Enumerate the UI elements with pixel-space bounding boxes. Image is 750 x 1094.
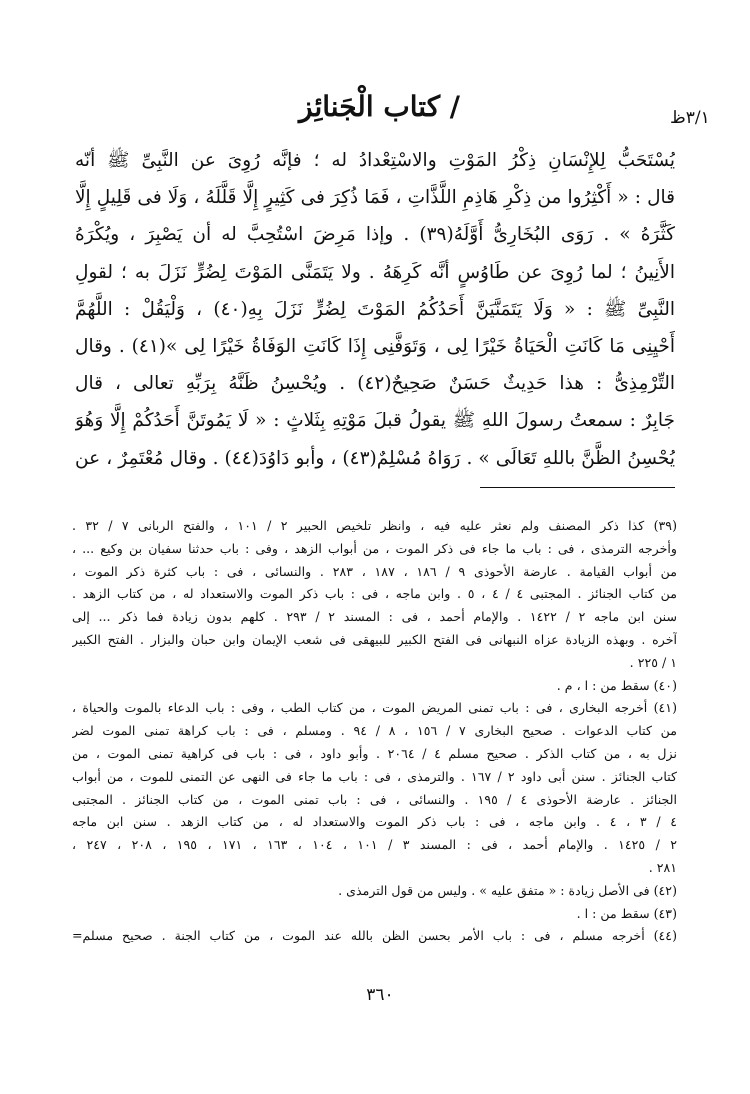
footnote-line: من أبواب القيامة . عارضة الأحوذى ٩ / ١٨٦ ، ١٨٧ ، ٢٨٣ . والنسائى ، فى : باب كثرة ذكر الموت ، [72, 563, 677, 579]
footnote-line: ١ / ٢٢٥ . [629, 654, 677, 670]
footnote-line: (٤١) أخرجه البخارى ، فى : باب تمنى المريض الموت ، من كتاب الطب ، وفى : باب الدعاء بالموت والحياة ، [72, 700, 677, 716]
main-text-block [75, 142, 675, 477]
footnote-line: نزل به ، من كتاب الذكر . صحيح مسلم ٤ / ٢٠٦٤ . وأبو داود ، فى : باب فى كراهية تمنى الموت ، من [72, 745, 677, 761]
footnote-line: من كتاب الجنائز . المجتبى ٤ / ٤ ، ٥ . وابن ماجه ، فى : باب ذكر الموت والاستعداد له ، من كتاب الزهد . [72, 586, 677, 602]
main-text-line: جَابِرٌ : سمعتُ رسولَ اللهِ ﷺ يقولُ قبلَ مَوْتِهِ بِثَلاثٍ : « لَا يَمُوتَنَّ أَحَدُكُمْ إِلَّا وَهُوَ [75, 410, 675, 432]
footnote-line: (٤٢) فى الأصل زيادة : « متفق عليه » . وليس من قول الترمذى . [338, 882, 677, 898]
footnote-line: (٤٠) سقط من : ا ، م . [556, 677, 677, 693]
footnote-line: من كتاب الدعوات . صحيح البخارى ٧ / ١٥٦ ، ٨ / ٩٤ . ومسلم ، فى : باب كراهة تمنى الموت لضر [72, 723, 677, 739]
footnote-line: (٣٩) كذا ذكر المصنف ولم نعثر عليه فيه ، وانظر تلخيص الحبير ٢ / ١٠١ ، والفتح الربانى ٧ / ٣٢ . [72, 518, 677, 533]
main-text-line: قال : « أَكْثِرُوا من ذِكْرِ هَاذِمِ اللَّذَّاتِ ، فَمَا ذُكِرَ فى كَثِيرٍ إِلَّا قَلَّلَهُ ، وَلَا فى قَلِيلٍ إِلَّا [75, 187, 675, 209]
footnote-line: كتاب الجنائز . سنن أبى داود ٢ / ١٦٧ . والترمذى ، فى : باب ما جاء فى النهى عن التمنى للموت ، من أبواب [72, 768, 677, 784]
footnote-line: (٤٤) أخرجه مسلم ، فى : باب الأمر بحسن الظن بالله عند الموت ، من كتاب الجنة . صحيح مسلم= [72, 928, 677, 944]
footnote-line: ٢٨١ . [648, 859, 677, 875]
main-text-line: الأَنِينُ ؛ لما رُوِىَ عن طَاوُسٍ أنَّه كَرِهَهُ . ولا يَتَمَنَّى المَوْتَ لِضُرٍّ نَزَلَ به ؛ لقولِ [75, 261, 675, 283]
footnotes-block [72, 515, 677, 948]
main-text-line: يُحْسِنُ الظَّنَّ باللهِ تَعَالَى » . رَوَاهُ مُسْلِمٌ(٤٣) ، وأبو دَاوُدَ(٤٤) . وقال مُعْتَمِرٌ ، عن [75, 447, 675, 469]
chapter-title: / كتاب الْجَنائِز [299, 90, 460, 123]
main-text-line: النَّبِىِّ ﷺ : « وَلَا يَتَمَنَّيَنَّ أَحَدُكُمُ المَوْتَ لِضُرٍّ نَزَلَ بِهِ(٤٠) ، وَلْيَقُلْ : اللَّهُمَّ [75, 298, 675, 320]
main-text-line: كَثَّرَهُ » . رَوَى البُخَارِىُّ أَوَّلَهُ(٣٩) . وإذا مَرِضَ اسْتُحِبَّ له أن يَصْبِرَ ، ويُكْرَهُ [75, 224, 675, 246]
page-number: ٣٦٠ [366, 985, 394, 1005]
main-text-line: التِّرْمِذِىُّ : هذا حَدِيثٌ حَسَنٌ صَحِيحٌ(٤٢) . ويُحْسِنُ ظَنَّهُ بِرَبِّهِ تعالى ، قال [75, 373, 675, 395]
footnote-separator [480, 487, 675, 488]
footnote-line: وأخرجه الترمذى ، فى : باب ما جاء فى ذكر الموت ، من أبواب الزهد ، وفى : باب حدثنا سفيان بن وكيع ... ، [72, 540, 677, 556]
footnote-line: آخره . وبهذه الزيادة عزاه النبهانى فى الفتح الكبير للبيهقى فى شعب الإيمان وابن حبان والبزار . الفتح الكبير [72, 631, 677, 647]
footnote-line: ٤ / ٣ ، ٤ . وابن ماجه ، فى : باب ذكر الموت والاستعداد له ، من كتاب الزهد . سنن ابن ماجه [72, 814, 677, 830]
footnote-line: ٢ / ١٤٢٥ . والإمام أحمد ، فى : المسند ٣ / ١٠١ ، ١٠٤ ، ١٦٣ ، ١٧١ ، ١٩٥ ، ٢٠٨ ، ٢٤٧ ، [72, 837, 677, 853]
footnote-line: (٤٣) سقط من : ا . [576, 905, 677, 921]
folio-marker: ٣/١ظ [670, 108, 710, 128]
main-text-line: يُسْتَحَبُّ لِلإِنْسَانِ ذِكْرُ المَوْتِ والاسْتِعْدادُ له ؛ فإنَّه رُوِىَ عن النَّبِىِّ ﷺ أنّه [75, 150, 675, 171]
footnote-line: سنن ابن ماجه ٢ / ١٤٢٢ . والإمام أحمد ، فى : المسند ٢ / ٢٩٣ . كلهم بدون زيادة فما ذكر ... إلى [72, 609, 677, 625]
main-text-line: أَحْيِنِى مَا كَانَتِ الْحَيَاةُ خَيْرًا لِى ، وَتَوَفَّنِى إِذَا كَانَتِ الوَفَاةُ خَيْرًا لِى »(٤١) . وقال [75, 335, 675, 357]
footnote-line: الجنائز . عارضة الأحوذى ٤ / ١٩٥ . والنسائى ، فى : باب تمنى الموت ، من كتاب الجنائز . المجتبى [72, 791, 677, 807]
